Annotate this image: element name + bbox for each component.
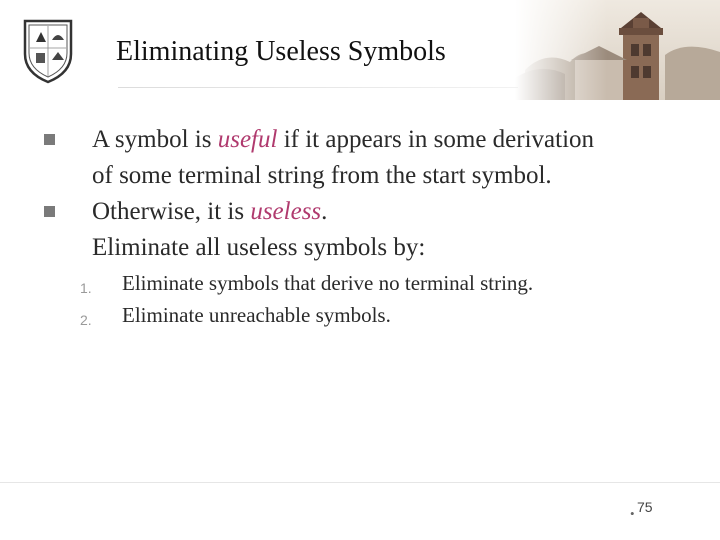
page-marker: • (630, 506, 635, 521)
footer-divider (0, 482, 720, 483)
bullet-text: A symbol is (92, 126, 218, 153)
bullet-text: Eliminate all useless symbols by: (92, 234, 426, 261)
bullet-text: of some terminal string from the start symbol. (92, 162, 552, 189)
bullet-item (92, 122, 692, 194)
title-underline (118, 87, 518, 88)
bullet-text: Otherwise, it is (92, 198, 251, 225)
tower-building-photo (515, 0, 720, 100)
square-bullet-icon (44, 206, 55, 217)
page-number: 75 (637, 499, 653, 515)
slide-header (0, 0, 720, 100)
bullet-text: if it appears in some derivation (277, 126, 595, 153)
square-bullet-icon (44, 134, 55, 145)
step-text: Eliminate unreachable symbols. (122, 303, 391, 327)
step-text: Eliminate symbols that derive no terminal string. (122, 271, 534, 295)
emphasis-useless: useless (250, 198, 322, 225)
step-number: 1. (80, 280, 92, 296)
bullet-item (92, 194, 692, 266)
university-shield-logo (22, 18, 74, 84)
step-number: 2. (80, 312, 92, 328)
emphasis-useful: useful (217, 126, 278, 153)
bullet-text: . (321, 198, 328, 225)
slide-title: Eliminating Useless Symbols (116, 36, 446, 67)
